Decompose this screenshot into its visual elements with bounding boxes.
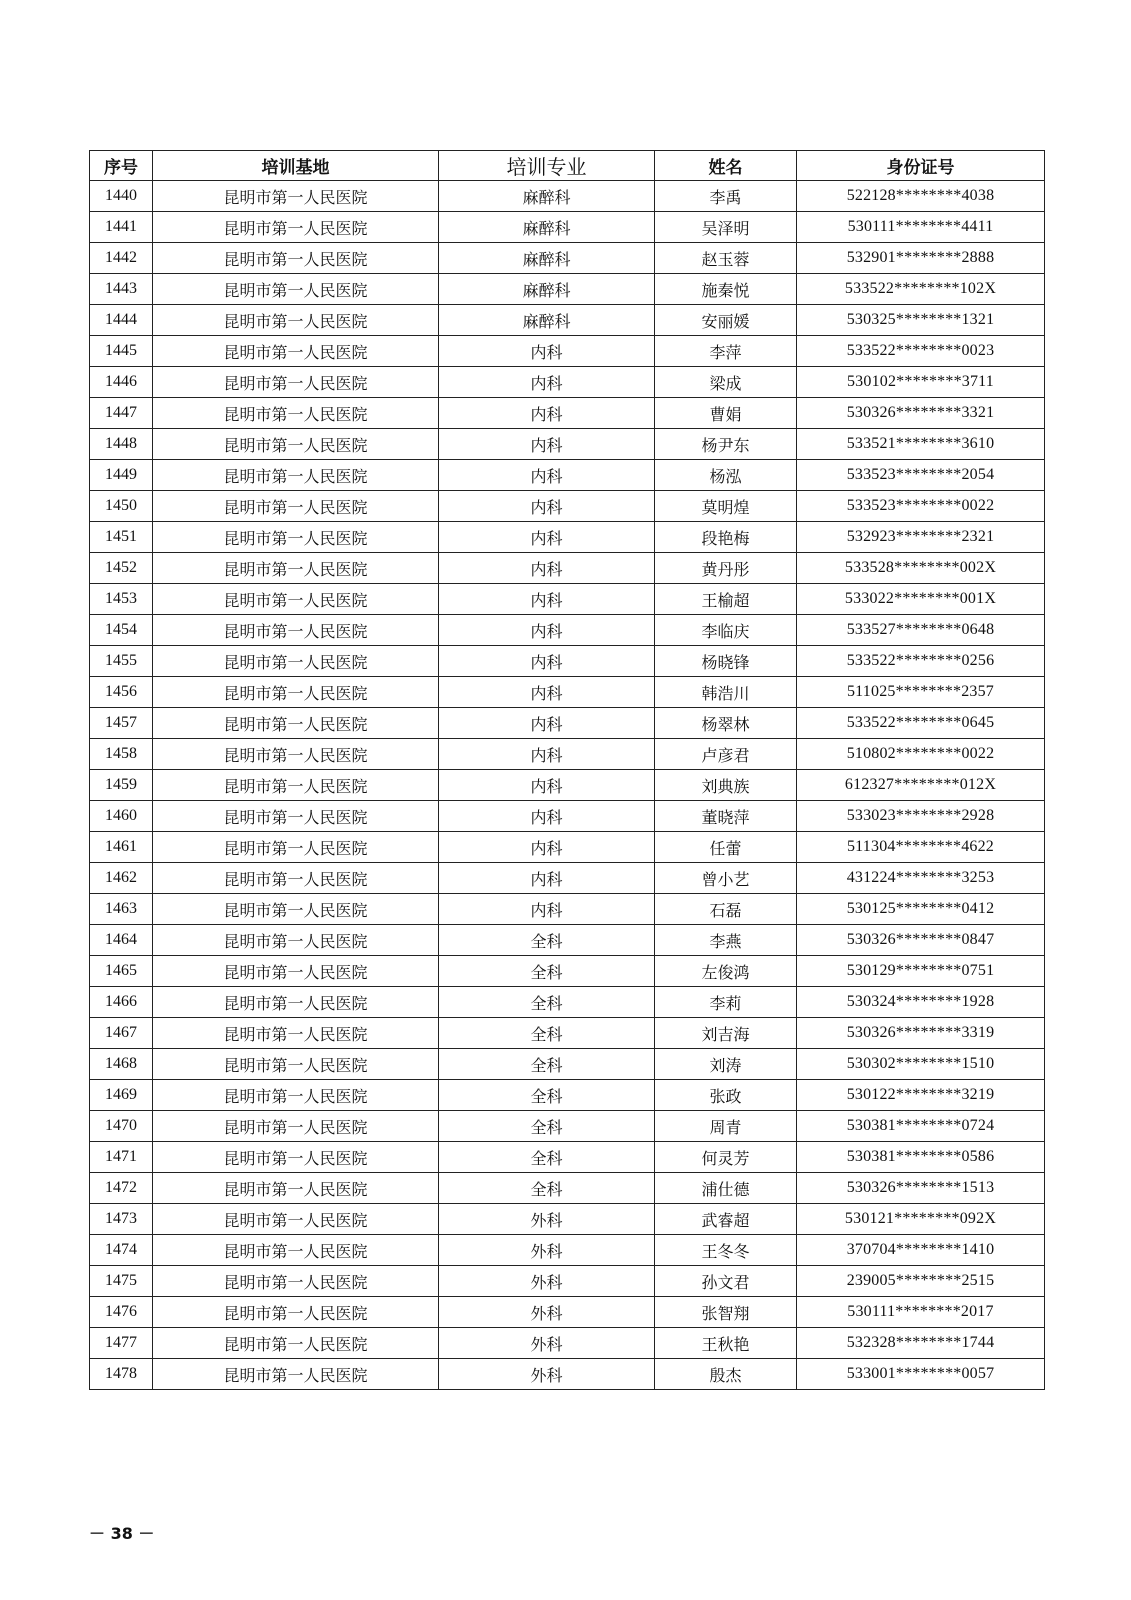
training-major: 全科 [439, 1018, 655, 1049]
id-number: 431224********3253 [797, 863, 1045, 894]
training-base: 昆明市第一人民医院 [153, 553, 439, 584]
id-number: 533522********0256 [797, 646, 1045, 677]
trainee-name: 曾小艺 [655, 863, 797, 894]
trainee-name: 殷杰 [655, 1359, 797, 1390]
trainee-name: 莫明煌 [655, 491, 797, 522]
id-number: 530325********1321 [797, 305, 1045, 336]
training-base: 昆明市第一人民医院 [153, 1018, 439, 1049]
training-base: 昆明市第一人民医院 [153, 336, 439, 367]
table-row [90, 925, 1045, 956]
table-row [90, 1018, 1045, 1049]
training-major: 全科 [439, 987, 655, 1018]
training-base: 昆明市第一人民医院 [153, 615, 439, 646]
row-number: 1468 [90, 1049, 153, 1080]
row-number: 1458 [90, 739, 153, 770]
id-number: 533522********102X [797, 274, 1045, 305]
trainee-name: 杨尹东 [655, 429, 797, 460]
training-major: 全科 [439, 925, 655, 956]
id-number: 530122********3219 [797, 1080, 1045, 1111]
trainee-name: 黄丹彤 [655, 553, 797, 584]
training-base: 昆明市第一人民医院 [153, 832, 439, 863]
training-base: 昆明市第一人民医院 [153, 460, 439, 491]
training-base: 昆明市第一人民医院 [153, 305, 439, 336]
id-number: 532923********2321 [797, 522, 1045, 553]
training-base: 昆明市第一人民医院 [153, 1328, 439, 1359]
row-number: 1459 [90, 770, 153, 801]
table-row [90, 243, 1045, 274]
trainee-name: 赵玉蓉 [655, 243, 797, 274]
table-row [90, 1080, 1045, 1111]
id-number: 530111********4411 [797, 212, 1045, 243]
row-number: 1474 [90, 1235, 153, 1266]
row-number: 1473 [90, 1204, 153, 1235]
training-base: 昆明市第一人民医院 [153, 1266, 439, 1297]
training-major: 外科 [439, 1359, 655, 1390]
table-row [90, 1049, 1045, 1080]
id-number: 530326********3321 [797, 398, 1045, 429]
training-base: 昆明市第一人民医院 [153, 522, 439, 553]
training-major: 内科 [439, 522, 655, 553]
training-major: 内科 [439, 460, 655, 491]
page-number: － 38 － [89, 1524, 155, 1543]
id-number: 612327********012X [797, 770, 1045, 801]
table-row [90, 367, 1045, 398]
header-name: 姓名 [655, 151, 797, 181]
id-number: 530129********0751 [797, 956, 1045, 987]
training-major: 内科 [439, 429, 655, 460]
id-number: 530102********3711 [797, 367, 1045, 398]
trainee-name: 王榆超 [655, 584, 797, 615]
training-base: 昆明市第一人民医院 [153, 863, 439, 894]
row-number: 1462 [90, 863, 153, 894]
training-major: 麻醉科 [439, 181, 655, 212]
trainee-name: 李萍 [655, 336, 797, 367]
training-major: 外科 [439, 1266, 655, 1297]
row-number: 1450 [90, 491, 153, 522]
training-major: 全科 [439, 1111, 655, 1142]
table-row [90, 987, 1045, 1018]
training-major: 全科 [439, 1142, 655, 1173]
id-number: 530324********1928 [797, 987, 1045, 1018]
id-number: 533023********2928 [797, 801, 1045, 832]
row-number: 1451 [90, 522, 153, 553]
table-row [90, 1204, 1045, 1235]
id-number: 533522********0023 [797, 336, 1045, 367]
row-number: 1467 [90, 1018, 153, 1049]
training-base: 昆明市第一人民医院 [153, 1235, 439, 1266]
trainee-name: 浦仕德 [655, 1173, 797, 1204]
row-number: 1461 [90, 832, 153, 863]
trainee-name: 任蕾 [655, 832, 797, 863]
id-number: 530381********0586 [797, 1142, 1045, 1173]
row-number: 1464 [90, 925, 153, 956]
table-row [90, 522, 1045, 553]
trainee-name: 何灵芳 [655, 1142, 797, 1173]
row-number: 1441 [90, 212, 153, 243]
training-base: 昆明市第一人民医院 [153, 1080, 439, 1111]
id-number: 533528********002X [797, 553, 1045, 584]
training-base: 昆明市第一人民医院 [153, 1173, 439, 1204]
table-row [90, 801, 1045, 832]
row-number: 1445 [90, 336, 153, 367]
id-number: 530111********2017 [797, 1297, 1045, 1328]
trainee-name: 卢彦君 [655, 739, 797, 770]
row-number: 1475 [90, 1266, 153, 1297]
header-major: 培训专业 [439, 151, 655, 181]
table-row [90, 1328, 1045, 1359]
id-number: 530121********092X [797, 1204, 1045, 1235]
trainee-name: 王秋艳 [655, 1328, 797, 1359]
table-row [90, 212, 1045, 243]
table-row [90, 894, 1045, 925]
row-number: 1463 [90, 894, 153, 925]
training-major: 内科 [439, 553, 655, 584]
trainee-name: 张智翔 [655, 1297, 797, 1328]
trainee-name: 韩浩川 [655, 677, 797, 708]
trainee-name: 曹娟 [655, 398, 797, 429]
training-base: 昆明市第一人民医院 [153, 1297, 439, 1328]
training-base: 昆明市第一人民医院 [153, 491, 439, 522]
id-number: 511304********4622 [797, 832, 1045, 863]
training-major: 内科 [439, 615, 655, 646]
training-base: 昆明市第一人民医院 [153, 1204, 439, 1235]
table-row [90, 832, 1045, 863]
training-major: 内科 [439, 646, 655, 677]
id-number: 530326********3319 [797, 1018, 1045, 1049]
table-row [90, 1297, 1045, 1328]
id-number: 530381********0724 [797, 1111, 1045, 1142]
training-base: 昆明市第一人民医院 [153, 367, 439, 398]
id-number: 533523********0022 [797, 491, 1045, 522]
trainee-name: 李临庆 [655, 615, 797, 646]
training-base: 昆明市第一人民医院 [153, 894, 439, 925]
table-row [90, 1235, 1045, 1266]
training-major: 内科 [439, 894, 655, 925]
training-major: 全科 [439, 1080, 655, 1111]
training-base: 昆明市第一人民医院 [153, 398, 439, 429]
trainee-name: 杨翠林 [655, 708, 797, 739]
id-number: 530302********1510 [797, 1049, 1045, 1080]
row-number: 1471 [90, 1142, 153, 1173]
trainee-name: 刘典族 [655, 770, 797, 801]
training-major: 外科 [439, 1297, 655, 1328]
table-row [90, 429, 1045, 460]
trainee-name: 吴泽明 [655, 212, 797, 243]
training-base: 昆明市第一人民医院 [153, 925, 439, 956]
id-number: 530125********0412 [797, 894, 1045, 925]
trainee-name: 孙文君 [655, 1266, 797, 1297]
table-row [90, 770, 1045, 801]
training-major: 内科 [439, 708, 655, 739]
training-major: 内科 [439, 801, 655, 832]
trainee-name: 李莉 [655, 987, 797, 1018]
training-base: 昆明市第一人民医院 [153, 646, 439, 677]
row-number: 1478 [90, 1359, 153, 1390]
training-base: 昆明市第一人民医院 [153, 987, 439, 1018]
training-base: 昆明市第一人民医院 [153, 1049, 439, 1080]
training-major: 内科 [439, 367, 655, 398]
training-base: 昆明市第一人民医院 [153, 274, 439, 305]
trainee-name: 杨晓锋 [655, 646, 797, 677]
header-id: 身份证号 [797, 151, 1045, 181]
table-row [90, 1173, 1045, 1204]
id-number: 530326********1513 [797, 1173, 1045, 1204]
id-number: 530326********0847 [797, 925, 1045, 956]
training-base: 昆明市第一人民医院 [153, 801, 439, 832]
table-body [90, 181, 1045, 1390]
trainee-name: 石磊 [655, 894, 797, 925]
training-base: 昆明市第一人民医院 [153, 584, 439, 615]
training-major: 麻醉科 [439, 274, 655, 305]
table-row [90, 863, 1045, 894]
row-number: 1472 [90, 1173, 153, 1204]
row-number: 1440 [90, 181, 153, 212]
table-row [90, 491, 1045, 522]
trainee-name: 董晓萍 [655, 801, 797, 832]
row-number: 1452 [90, 553, 153, 584]
id-number: 522128********4038 [797, 181, 1045, 212]
table-row [90, 584, 1045, 615]
training-base: 昆明市第一人民医院 [153, 429, 439, 460]
row-number: 1448 [90, 429, 153, 460]
training-major: 内科 [439, 584, 655, 615]
training-major: 麻醉科 [439, 212, 655, 243]
id-number: 533523********2054 [797, 460, 1045, 491]
table-row [90, 460, 1045, 491]
table-row [90, 398, 1045, 429]
training-major: 外科 [439, 1204, 655, 1235]
training-base: 昆明市第一人民医院 [153, 212, 439, 243]
table-row [90, 677, 1045, 708]
table-row [90, 553, 1045, 584]
row-number: 1449 [90, 460, 153, 491]
table-row [90, 336, 1045, 367]
training-base: 昆明市第一人民医院 [153, 739, 439, 770]
table-row [90, 274, 1045, 305]
training-major: 全科 [439, 956, 655, 987]
id-number: 239005********2515 [797, 1266, 1045, 1297]
id-number: 532328********1744 [797, 1328, 1045, 1359]
training-base: 昆明市第一人民医院 [153, 1111, 439, 1142]
row-number: 1444 [90, 305, 153, 336]
row-number: 1446 [90, 367, 153, 398]
table-row [90, 1142, 1045, 1173]
table-row [90, 1266, 1045, 1297]
training-base: 昆明市第一人民医院 [153, 708, 439, 739]
row-number: 1466 [90, 987, 153, 1018]
table-row [90, 615, 1045, 646]
table-row [90, 956, 1045, 987]
training-major: 内科 [439, 677, 655, 708]
row-number: 1453 [90, 584, 153, 615]
table-row [90, 305, 1045, 336]
id-number: 532901********2888 [797, 243, 1045, 274]
table-row [90, 708, 1045, 739]
trainee-name: 刘涛 [655, 1049, 797, 1080]
training-major: 内科 [439, 398, 655, 429]
id-number: 511025********2357 [797, 677, 1045, 708]
training-major: 内科 [439, 491, 655, 522]
row-number: 1465 [90, 956, 153, 987]
id-number: 533022********001X [797, 584, 1045, 615]
training-major: 内科 [439, 863, 655, 894]
training-base: 昆明市第一人民医院 [153, 677, 439, 708]
trainee-name: 梁成 [655, 367, 797, 398]
row-number: 1477 [90, 1328, 153, 1359]
row-number: 1470 [90, 1111, 153, 1142]
table-row [90, 1111, 1045, 1142]
trainee-name: 施秦悦 [655, 274, 797, 305]
trainee-name: 李禹 [655, 181, 797, 212]
trainee-name: 段艳梅 [655, 522, 797, 553]
id-number: 533521********3610 [797, 429, 1045, 460]
id-number: 533527********0648 [797, 615, 1045, 646]
training-major: 外科 [439, 1328, 655, 1359]
trainee-name: 李燕 [655, 925, 797, 956]
training-base: 昆明市第一人民医院 [153, 243, 439, 274]
header-no: 序号 [90, 151, 153, 181]
row-number: 1469 [90, 1080, 153, 1111]
row-number: 1455 [90, 646, 153, 677]
training-major: 全科 [439, 1173, 655, 1204]
training-major: 内科 [439, 832, 655, 863]
trainee-name: 安丽媛 [655, 305, 797, 336]
row-number: 1442 [90, 243, 153, 274]
table-row [90, 181, 1045, 212]
trainee-name: 王冬冬 [655, 1235, 797, 1266]
training-major: 内科 [439, 739, 655, 770]
training-base: 昆明市第一人民医院 [153, 1142, 439, 1173]
table-row [90, 646, 1045, 677]
row-number: 1454 [90, 615, 153, 646]
training-major: 麻醉科 [439, 305, 655, 336]
training-base: 昆明市第一人民医院 [153, 956, 439, 987]
row-number: 1447 [90, 398, 153, 429]
training-major: 内科 [439, 770, 655, 801]
trainee-name: 杨泓 [655, 460, 797, 491]
table-header-row [90, 151, 1045, 181]
table-row [90, 1359, 1045, 1390]
trainee-name: 武睿超 [655, 1204, 797, 1235]
trainee-name: 左俊鸿 [655, 956, 797, 987]
row-number: 1460 [90, 801, 153, 832]
training-base: 昆明市第一人民医院 [153, 181, 439, 212]
id-number: 510802********0022 [797, 739, 1045, 770]
row-number: 1456 [90, 677, 153, 708]
row-number: 1457 [90, 708, 153, 739]
header-base: 培训基地 [153, 151, 439, 181]
row-number: 1443 [90, 274, 153, 305]
id-number: 533522********0645 [797, 708, 1045, 739]
training-major: 全科 [439, 1049, 655, 1080]
trainee-name: 张政 [655, 1080, 797, 1111]
id-number: 533001********0057 [797, 1359, 1045, 1390]
trainee-table [89, 150, 1045, 1390]
table-row [90, 739, 1045, 770]
trainee-name: 周青 [655, 1111, 797, 1142]
id-number: 370704********1410 [797, 1235, 1045, 1266]
row-number: 1476 [90, 1297, 153, 1328]
training-base: 昆明市第一人民医院 [153, 770, 439, 801]
training-major: 内科 [439, 336, 655, 367]
trainee-name: 刘吉海 [655, 1018, 797, 1049]
training-base: 昆明市第一人民医院 [153, 1359, 439, 1390]
training-major: 麻醉科 [439, 243, 655, 274]
training-major: 外科 [439, 1235, 655, 1266]
